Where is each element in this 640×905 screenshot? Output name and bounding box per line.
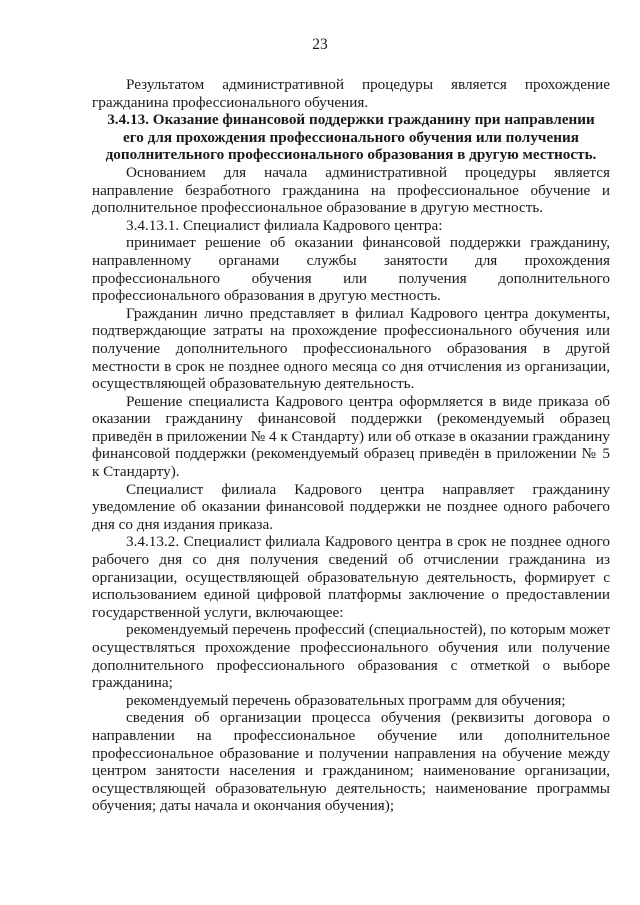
paragraph-basis: Основанием для начала административной процедуры является направление безработного гражданина на профессиональное обучение и дополнительное профессиональное образование в другую местность. (92, 163, 610, 217)
paragraph-result: Результатом административной процедуры является прохождение гражданина профессионального обучения. (92, 76, 610, 111)
paragraph-order: Решение специалиста Кадрового центра оформляется в виде приказа об оказании гражданину финансовой поддержки (рекомендуемый образец приведён в приложении № 4 к Стандарту) или об отказе в оказании гражданину финансовой поддержки (рекомендуемый образец приведён в приложении № 5 к Стандарту). (92, 392, 610, 481)
list-item-training-info: сведения об организации процесса обучения (реквизиты договора о направлении на профессиональное обучение или дополнительное профессиональное образование и получении направления на обучение между центром занятости населения и гражданином; наименование организации, осуществляющей образовательную деятельность; наименование программы обучения; даты начала и окончания обучения); (92, 709, 610, 815)
paragraph-documents: Гражданин лично представляет в филиал Кадрового центра документы, подтверждающие затраты на прохождение профессионального обучения или получение дополнительного профессионального образования в другой местности в срок не позднее одного месяца со дня отчисления из организации, осуществляющей образовательную деятельность. (92, 304, 610, 393)
list-item-programs: рекомендуемый перечень образовательных программ для обучения; (126, 691, 566, 709)
subsection-3-4-13-2: 3.4.13.2. Специалист филиала Кадрового центра в срок не позднее одного рабочего дня со дня получения сведений об отчислении гражданина из организации, осуществляющей образовательную деятельность, формирует с использованием единой цифровой платформы заключение о предоставлении государственной услуги, включающее: (92, 533, 610, 621)
list-item-professions: рекомендуемый перечень профессий (специальностей), по которым может осуществляться прохождение профессионального обучения или получение дополнительного профессионального образования с отметкой о выборе гражданина; (92, 621, 610, 692)
section-heading-3-4-13: 3.4.13. Оказание финансовой поддержки гражданину при направлении его для прохождения профессионального обучения или получения дополнительного профессионального образования в другую местность. (105, 111, 597, 164)
subsection-3-4-13-1: 3.4.13.1. Специалист филиала Кадрового центра: (126, 216, 443, 234)
document-body (92, 76, 610, 815)
page-number: 23 (312, 36, 328, 53)
paragraph-notification: Специалист филиала Кадрового центра направляет гражданину уведомление об оказании финансовой поддержки не позднее одного рабочего дня со дня издания приказа. (92, 480, 610, 533)
paragraph-decision: принимает решение об оказании финансовой поддержки гражданину, направленному органами службы занятости для прохождения профессионального обучения или получения дополнительного профессионального образования в другую местность. (92, 234, 610, 305)
